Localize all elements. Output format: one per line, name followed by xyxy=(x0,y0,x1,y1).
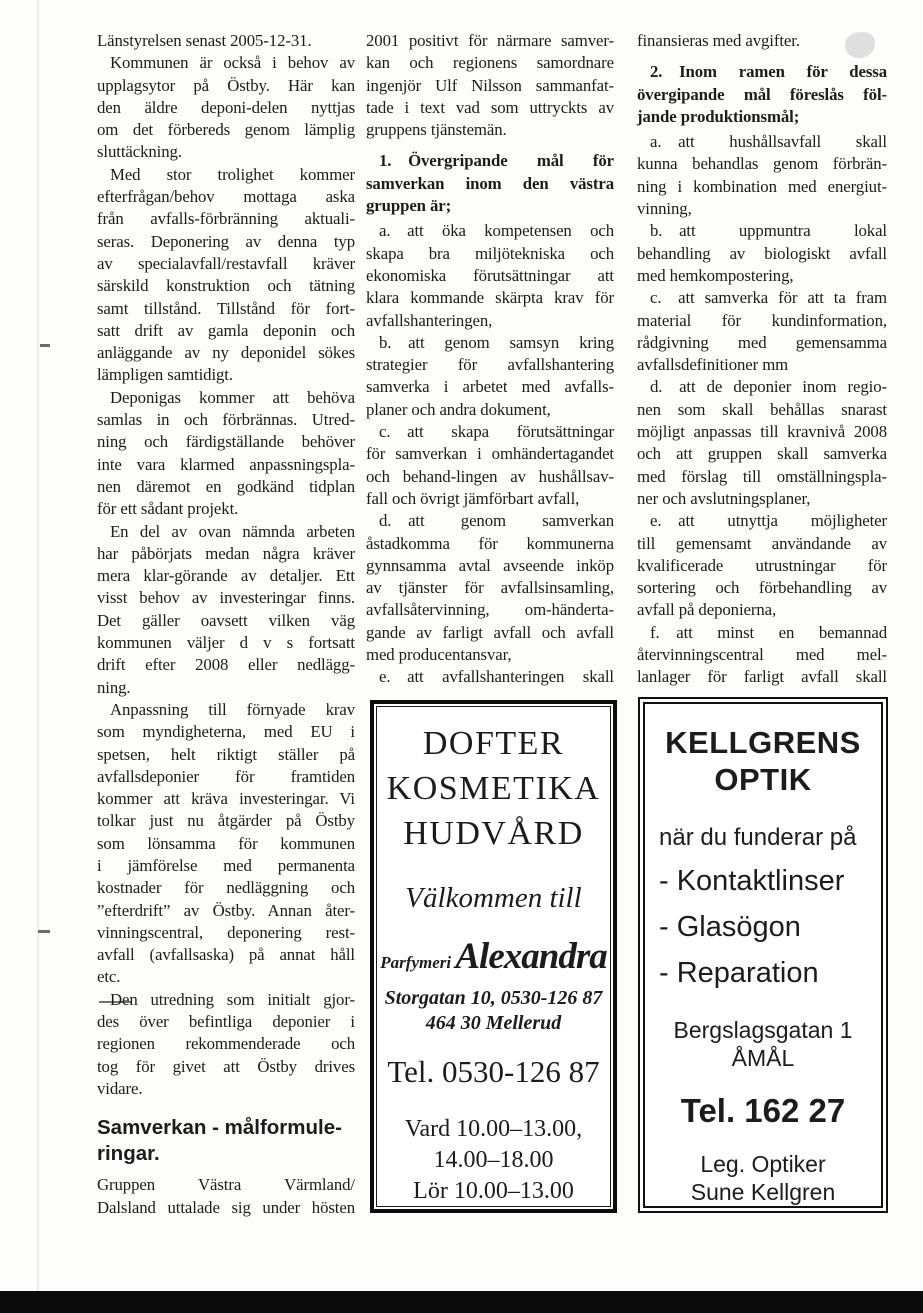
text-line: återvinningscentral med mel- xyxy=(637,645,887,665)
text-line: des över befintliga deponier i xyxy=(97,1012,355,1032)
ad-text-line-script: Storgatan 10, 0530-126 87 xyxy=(384,987,603,1009)
text-line: som myndigheterna, med EU i xyxy=(97,722,355,742)
text-line: ingenjör Ulf Nilsson sammanfat- xyxy=(366,75,614,95)
text-line: och att gruppen skall samverka xyxy=(637,444,887,464)
article-column-1 xyxy=(97,30,355,1219)
text-line: och behand-lingen av hushållsav- xyxy=(366,466,614,486)
text-line: avfall på deponierna, xyxy=(637,600,777,620)
paragraph xyxy=(97,30,355,52)
advertisement-parfymeri-alexandra xyxy=(370,700,617,1213)
text-line: avfallsdeponier för framtiden xyxy=(97,766,355,786)
text-line: ning. xyxy=(97,677,131,697)
text-line: Anpassning till förnyade krav xyxy=(110,699,355,719)
ad-text-line-tagline: när du funderar på xyxy=(659,824,857,851)
text-line: samlas in och förbrännas. Utred- xyxy=(97,410,355,430)
ad-text-line-hours2: 14.00–18.00 xyxy=(433,1147,554,1173)
text-line: ”efterdrift” av Östby. Annan åter- xyxy=(97,900,355,920)
text-line: avfall (avfallsaska) på annat håll xyxy=(97,945,355,965)
ad-text-line-bullet: - Glasögon xyxy=(659,911,801,943)
text-line: b. att uppmuntra lokal xyxy=(650,221,887,241)
text-line: ning i kombination med energiut- xyxy=(637,176,887,196)
text-line: e. att avfallshanteringen skall xyxy=(379,667,614,687)
text-line: gruppen är; xyxy=(366,196,452,216)
text-line: planer och andra dokument, xyxy=(366,399,551,419)
text-line: från avfalls-förbränning aktuali- xyxy=(97,209,355,229)
text-line: samverkan inom den västra xyxy=(366,173,614,193)
text-line: En del av ovan nämnda arbeten xyxy=(110,521,355,541)
text-line: Det gäller oavsett vilken väg xyxy=(97,610,355,630)
ad-inner-frame xyxy=(376,706,611,1207)
paragraph xyxy=(637,131,887,220)
text-line: efterfrågan/behov mottaga aska xyxy=(97,187,355,207)
text-line: åstadkomma för kommunerna xyxy=(366,533,614,553)
ad-text-line-bullet: - Reparation xyxy=(659,957,819,989)
text-line: a. att hushållsavfall skall xyxy=(650,132,887,152)
ad-text-line-title: HUDVÅRD xyxy=(403,815,584,852)
text-line: tolkar just nu åtgärder på Östby xyxy=(97,811,355,831)
ad-text-line-hours: Vard 10.00–13.00, xyxy=(404,1116,583,1142)
ad-text-line-title2: OPTIK xyxy=(714,762,812,797)
text-line: e. att utnyttja möjligheter xyxy=(650,511,887,531)
text-line: har påbörjats medan några kräver xyxy=(97,543,355,563)
text-line: mera klar-görande av detaljer. Ett xyxy=(97,566,355,586)
text-line: seras. Deponering av denna typ xyxy=(97,231,355,251)
text-line: d. att de deponier inom regio- xyxy=(650,377,887,397)
text-line: b. att genom samsyn kring xyxy=(379,332,614,352)
paragraph xyxy=(637,622,887,689)
text-line: avfallshanteringen, xyxy=(366,310,493,330)
text-line: särskild konstruktion och tätning xyxy=(97,276,355,296)
ad-brand-line xyxy=(377,937,610,984)
ad-text-line-script2: 464 30 Mellerud xyxy=(425,1012,562,1034)
text-line: klara kommande skärpta krav för xyxy=(366,288,614,308)
text-line: tog för givet att Östby drives xyxy=(97,1056,355,1076)
text-line: ning och färdigställande behöver xyxy=(97,432,355,452)
text-line: kostnader för nedläggning och xyxy=(97,878,355,898)
text-line: kommer att kräva investeringar. Vi xyxy=(97,789,355,809)
text-line: samverka i arbetet med avfalls- xyxy=(366,377,614,397)
text-line: 2001 positivt för närmare samver- xyxy=(366,31,614,50)
article-column-3 xyxy=(637,30,887,689)
paragraph xyxy=(97,52,355,163)
text-line: med förslag till omställningspla- xyxy=(637,466,887,486)
paragraph xyxy=(637,287,887,376)
ad-text-line-sig2: Sune Kellgren xyxy=(690,1179,836,1205)
text-line: regionen rekommenderade och xyxy=(97,1034,355,1054)
paragraph xyxy=(366,30,614,141)
article-column-2 xyxy=(366,30,614,689)
text-line: f. att minst en bemannad xyxy=(650,622,887,642)
text-line: samt tillstånd. Tillstånd för fort- xyxy=(97,298,355,318)
text-line: nen däremot en godkänd tidplan xyxy=(97,476,355,496)
text-line: drift efter 2008 eller nedlägg- xyxy=(97,655,355,675)
paragraph xyxy=(637,376,887,510)
text-line: finansieras med avgifter. xyxy=(637,31,800,50)
text-line: vidare. xyxy=(97,1078,143,1098)
paragraph xyxy=(97,387,355,521)
ad-text-line-title: DOFTER xyxy=(422,725,565,762)
paragraph xyxy=(366,220,614,331)
text-line: med producentansvar, xyxy=(366,645,512,665)
paragraph xyxy=(366,421,614,510)
text-line: sluttäckning. xyxy=(97,142,182,162)
scan-artifact-dash xyxy=(40,344,50,347)
text-line: om det förbereds genom lämplig xyxy=(97,120,355,140)
text-line: av specialavfall/restavfall kräver xyxy=(97,253,355,273)
text-line: upplagsytor på Östby. Här kan xyxy=(97,75,355,95)
text-line: avfallsdefinitioner mm xyxy=(637,355,789,375)
paragraph xyxy=(97,164,355,387)
text-line: kunna behandlas genom förbrän- xyxy=(637,154,887,174)
ad-text-line-welcome: Välkommen till xyxy=(405,882,582,914)
text-line: Samverkan - målformule- xyxy=(97,1116,342,1140)
text-line: skapa bra miljötekniska och xyxy=(366,243,614,263)
text-line: inte vara klarmed anpassningspla- xyxy=(97,454,355,474)
scan-artifact-dash xyxy=(38,930,50,933)
text-line: kan och regionens samordnare xyxy=(366,53,614,73)
advertisement-kellgrens-optik xyxy=(638,697,888,1213)
paragraph xyxy=(366,332,614,421)
paragraph xyxy=(637,510,887,621)
paragraph xyxy=(97,1174,355,1219)
ad-text-line-title: KOSMETIKA xyxy=(386,770,601,807)
ad-text-line-hours2: Lör 10.00–13.00 xyxy=(413,1178,574,1204)
text-line: Med stor trolighet kommer xyxy=(110,164,355,184)
text-line: strategier för avfallshantering xyxy=(366,355,614,375)
text-line: kommunen väljer d v s fortsatt xyxy=(97,633,355,653)
text-line: ringar. xyxy=(97,1142,160,1166)
scan-fold-line xyxy=(37,0,39,1291)
ad-inner-frame xyxy=(643,702,883,1208)
text-line: jande produktionsmål; xyxy=(637,106,800,126)
text-line: visst behov av investeringar finns. xyxy=(97,588,355,608)
text-line: tade i text vad som uttryckts av xyxy=(366,97,614,117)
text-line: till gemensamt användande av xyxy=(637,533,887,553)
text-line: Länstyrelsen senast 2005-12-31. xyxy=(97,31,312,50)
text-line: Kommunen är också i behov av xyxy=(110,53,355,73)
text-line: behandling av biologiskt avfall xyxy=(637,243,887,263)
text-line: spetsen, helt riktigt ställer på xyxy=(97,744,355,764)
text-line: nen som skall behållas snarast xyxy=(637,399,887,419)
scan-bottom-black-bar xyxy=(0,1291,923,1313)
text-line: i jämförelse med permanenta xyxy=(97,855,355,875)
heading xyxy=(637,61,887,128)
text-line: ner och avslutningsplaner, xyxy=(637,488,811,508)
ad-text-line-title: KELLGRENS xyxy=(665,725,861,760)
text-line: övergipande mål föreslås föl- xyxy=(637,84,887,104)
heading xyxy=(97,1115,355,1167)
text-line: för samverkan i omhändertagandet xyxy=(366,444,614,464)
ad-text-line-tel: Tel. 0530-126 87 xyxy=(387,1054,600,1089)
text-line: av tjänster för avfallsinsamling, xyxy=(366,578,614,598)
text-line: vinning, xyxy=(637,199,692,219)
text-line: a. att öka kompetensen och xyxy=(379,221,614,241)
text-line: Den utredning som initialt gjor- xyxy=(110,989,355,1009)
text-line: lanlager för farligt avfall skall xyxy=(637,667,887,687)
text-line: Dalsland uttalade sig under hösten xyxy=(97,1197,355,1217)
text-line: 1. Övergripande mål för xyxy=(379,151,614,171)
text-line: avfallsåtervinning, om-händerta- xyxy=(366,600,614,620)
text-line: etc. xyxy=(97,967,121,987)
ad-text-line-addr2: ÅMÅL xyxy=(731,1045,795,1071)
text-line: lämpligen samtidigt. xyxy=(97,365,233,385)
text-line: satt drift av gamla deponin och xyxy=(97,320,355,340)
paragraph xyxy=(637,220,887,287)
ad-text-line-tel: Tel. 162 27 xyxy=(680,1092,846,1129)
ad-text-line-bullet: - Kontaktlinser xyxy=(659,865,845,897)
text-line: Gruppen Västra Värmland/ xyxy=(97,1175,355,1195)
text-line: gynnsamma avtal avseende inköp xyxy=(366,555,614,575)
ad-text-line-addr: Bergslagsgatan 1 xyxy=(673,1017,853,1043)
text-line: ekonomiska förutsättningar att xyxy=(366,265,614,285)
text-line: Deponigas kommer att behöva xyxy=(110,387,355,407)
text-line: sortering och förbehandling av xyxy=(637,578,887,598)
text-line: som lönsamma för kommunen xyxy=(97,833,355,853)
paragraph xyxy=(637,30,887,52)
text-line: fall och övrigt jämförbart avfall, xyxy=(366,488,580,508)
paragraph xyxy=(97,699,355,989)
paragraph xyxy=(366,666,614,688)
text-line: gruppens tjänstemän. xyxy=(366,120,507,140)
text-line: vinningscentral, deponering rest- xyxy=(97,922,355,942)
text-line: gande av farligt avfall och avfall xyxy=(366,622,614,642)
text-line: med hemkompostering, xyxy=(637,265,794,285)
ad-brand-name: Alexandra xyxy=(455,936,607,977)
text-line: möjligt anpassas till kravnivå 2008 xyxy=(637,422,887,442)
text-line: 2. Inom ramen för dessa xyxy=(650,62,887,82)
text-line: anläggande av ny deponidel sökes xyxy=(97,343,355,363)
text-line: rådgivning med gemensamma xyxy=(637,332,887,352)
ad-brand-prefix: Parfymeri xyxy=(380,953,456,972)
paragraph xyxy=(97,989,355,1100)
text-line: d. att genom samverkan xyxy=(379,511,614,531)
text-line: material för kundinformation, xyxy=(637,310,887,330)
text-line: den äldre deponi-delen nyttjas xyxy=(97,97,355,117)
paragraph xyxy=(366,510,614,666)
ad-text-line-sig: Leg. Optiker xyxy=(700,1151,826,1177)
heading xyxy=(366,150,614,217)
text-line: c. att skapa förutsättningar xyxy=(379,422,614,442)
text-line: för ett sådant projekt. xyxy=(97,499,239,519)
text-line: c. att samverka för att ta fram xyxy=(650,288,887,308)
text-line: kvalificerade utrustningar för xyxy=(637,555,887,575)
paragraph xyxy=(97,521,355,699)
